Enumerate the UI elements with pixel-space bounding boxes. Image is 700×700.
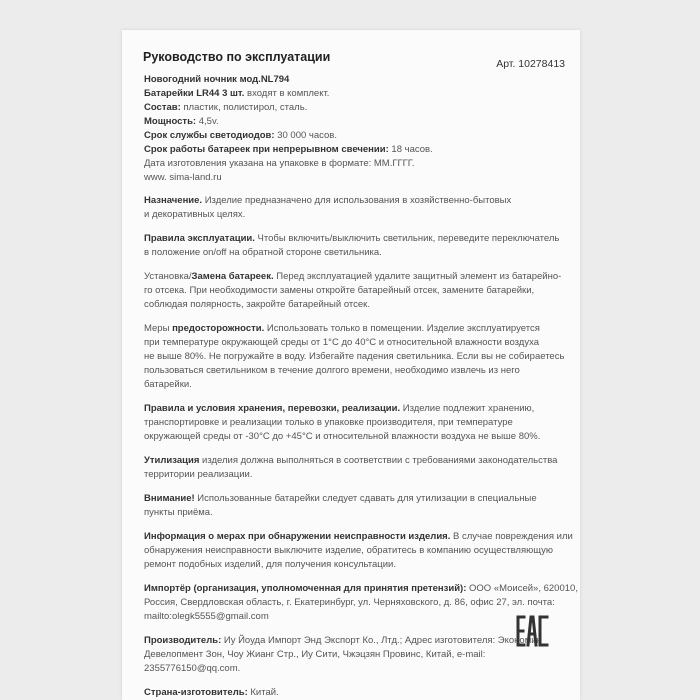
- purpose-text: Изделие предназначено для использования в хозяйственно-бытовых: [202, 195, 512, 206]
- website: www. sima-land.ru: [144, 172, 222, 183]
- storage-text: Изделие подлежит хранению,: [400, 403, 535, 414]
- malfunction-text: обнаружения неисправности выключите изделие, обратитесь в компанию осуществляющую: [144, 545, 554, 556]
- battery-change-text: соблюдая полярность, закройте батарейный отсек.: [144, 299, 370, 310]
- malfunction-section: [144, 530, 573, 572]
- origin-label: Страна-изготовитель:: [144, 687, 248, 698]
- instruction-sheet: [122, 30, 580, 700]
- precautions-text: Использовать только в помещении. Изделие эксплуатируется: [264, 323, 540, 334]
- eac-mark-icon: [515, 613, 551, 649]
- storage-text: транспортировке и реализации только в упаковке производителя, при температуре: [144, 417, 513, 428]
- storage-section: [144, 402, 562, 444]
- purpose-label: Назначение.: [144, 195, 203, 206]
- attention-text: Использованные батарейки следует сдавать для утилизации в специальные: [194, 493, 537, 504]
- battery-change-section: [144, 270, 562, 312]
- attention-text: пункты приёма.: [144, 507, 213, 518]
- malfunction-label: Информация о мерах при обнаружении неисправности изделия.: [144, 531, 451, 542]
- composition-value: пластик, полистирол, сталь.: [180, 102, 308, 113]
- rules-label: Правила эксплуатации.: [144, 233, 255, 244]
- manufacturer-email: 2355776150@qq.com.: [144, 663, 241, 674]
- manufacturer-label: Производитель:: [144, 635, 222, 646]
- battery-time-label: Срок работы батареек при непрерывном свечении:: [144, 144, 389, 155]
- attention-section: [144, 492, 562, 520]
- attention-label: Внимание!: [144, 493, 195, 504]
- battery-time-value: 18 часов.: [388, 144, 433, 155]
- power-value: 4,5v.: [196, 116, 219, 127]
- life-label: Срок службы светодиодов:: [144, 130, 275, 141]
- manufacturer-section: [144, 634, 562, 676]
- importer-email: mailto:olegk5555@gmail.com: [144, 611, 269, 622]
- precautions-text: при температуре окружающей среды от 1°С до 40°С и относительной влажности воздуха: [144, 337, 540, 348]
- manufacturer-text: Иу Йоуда Импорт Энд Экспорт Ко., Лтд.; Адрес изготовителя: Экономик: [221, 635, 541, 646]
- disposal-section: [144, 454, 562, 482]
- disposal-text: территории реализации.: [144, 469, 253, 480]
- disposal-label: Утилизация: [144, 455, 200, 466]
- disposal-text: изделия должна выполняться в соответствии с требованиями законодательства: [199, 455, 558, 466]
- malfunction-text: В случае повреждения или: [450, 531, 573, 542]
- product-label: Новогодний ночник мод.NL794: [144, 74, 290, 85]
- life-value: 30 000 часов.: [274, 130, 337, 141]
- batteries-value: входят в комплект.: [244, 88, 330, 99]
- purpose-text: и декоративных целях.: [144, 209, 246, 220]
- power-label: Мощность:: [144, 116, 197, 127]
- document-body: [144, 73, 578, 700]
- battery-change-text: го отсека. При необходимости замены откройте батарейный отсек, замените батарейки,: [144, 285, 535, 296]
- storage-text: окружающей среды от -30°С до +45°С и относительной влажности воздуха не выше 80%.: [144, 431, 541, 442]
- importer-text: Россия, Свердловская область, г. Екатеринбург, ул. Черняховского, д. 86, офис 27, эл. почта:: [144, 597, 555, 608]
- product-info: [144, 73, 562, 185]
- article-number: Арт. 10278413: [496, 58, 565, 70]
- importer-section: [144, 582, 578, 624]
- battery-change-text: Перед эксплуатацией удалите защитный элемент из батарейно-: [273, 271, 562, 282]
- date-line: Дата изготовления указана на упаковке в формате: ММ.ГГГГ.: [144, 158, 415, 169]
- composition-label: Состав:: [144, 102, 181, 113]
- document-title: Руководство по эксплуатации: [143, 50, 331, 64]
- precautions-text: батарейки.: [144, 379, 192, 390]
- origin-value: Китай.: [247, 687, 279, 698]
- precautions-label-bold: предосторожности.: [172, 323, 265, 334]
- batteries-label: Батарейки LR44 3 шт.: [144, 88, 245, 99]
- manufacturer-text: Девелопмент Зон, Чоу Жианг Стр., Иу Сити, Чжэцзян Провинс, Китай, e-mail:: [144, 649, 486, 660]
- rules-section: [144, 232, 562, 260]
- importer-text: ООО «Моисей», 620010,: [466, 583, 578, 594]
- battery-change-label-bold: Замена батареек.: [191, 271, 274, 282]
- precautions-section: [144, 322, 565, 392]
- storage-label: Правила и условия хранения, перевозки, реализации.: [144, 403, 401, 414]
- precautions-label: Меры: [144, 323, 173, 334]
- rules-text: в положение on/off на обратной стороне светильника.: [144, 247, 382, 258]
- precautions-text: не выше 80%. Не погружайте в воду. Избегайте падения светильника. Если вы не собираетесь: [144, 351, 565, 362]
- precautions-text: пользоваться светильником в течение долгого времени, необходимо извлечь из него: [144, 365, 520, 376]
- purpose-section: [144, 194, 562, 222]
- origin-section: [144, 686, 562, 700]
- malfunction-text: ремонт подобных изделий, для получения консультации.: [144, 559, 396, 570]
- rules-text: Чтобы включить/выключить светильник, переведите переключатель: [254, 233, 560, 244]
- battery-change-label: Установка/: [144, 271, 192, 282]
- importer-label: Импортёр (организация, уполномоченная для принятия претензий):: [144, 583, 467, 594]
